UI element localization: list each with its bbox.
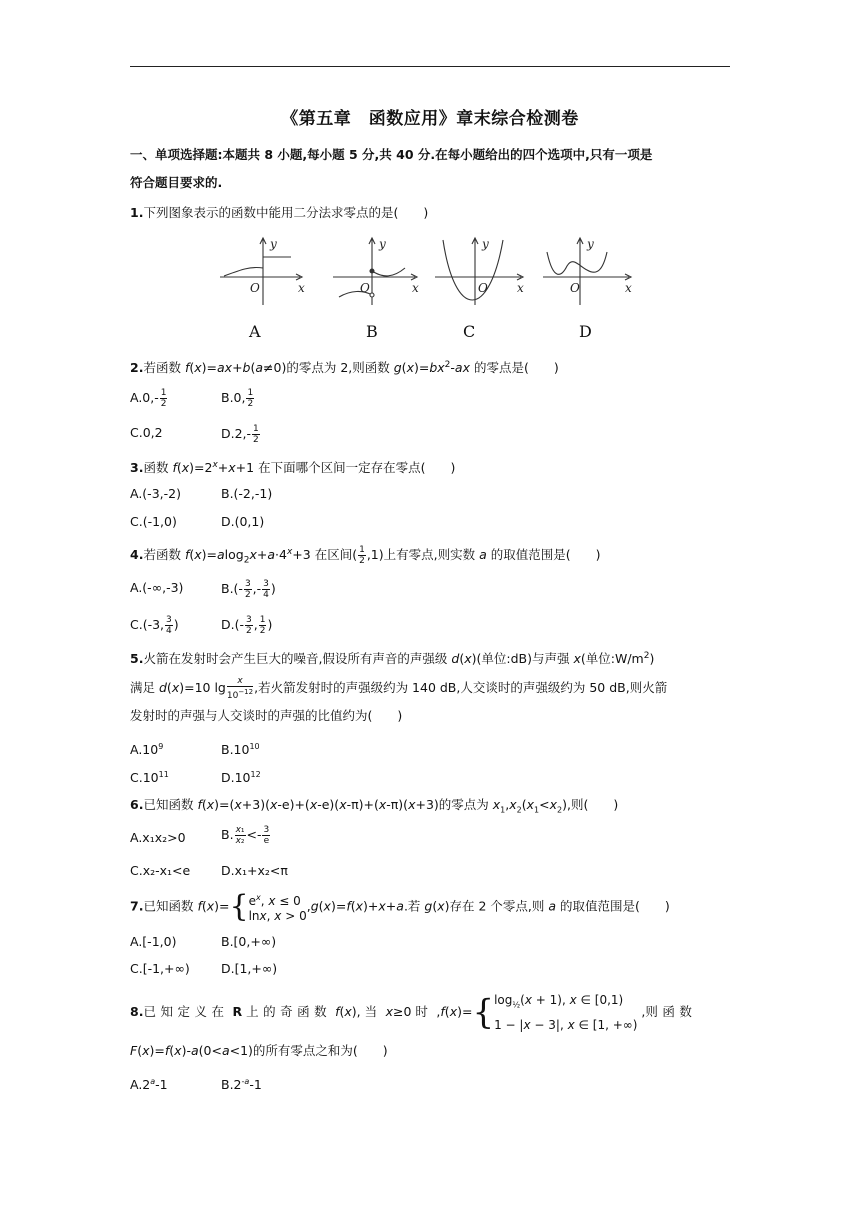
question-8: 8.已知定义在 R 上的奇函数 f(x), 当 x≥0 时 ,f(x)={ $\log_{\frac{1}{2}}(x + 1)$, x ∈ [0,1) 1 − |x − 3|, x ∈ [1, +∞) ,则函数 xyxy=(130,992,697,1033)
q6-option-b: B. $\frac{\text{x₁}}{\text{x₂}}$ <- $\frac{3}{e}$ xyxy=(221,825,270,846)
q6-option-d: D.x₁+x₂<π xyxy=(221,863,288,878)
graph-a-x: x xyxy=(298,281,305,295)
q2-option-a: A.0,- $\frac{1}{2}$ xyxy=(130,388,167,409)
graph-c-x: x xyxy=(517,281,524,295)
graph-b-o: O xyxy=(360,281,370,295)
section-heading: 一、单项选择题:本题共 8 小题,每小题 5 分,共 40 分.在每小题给出的四个选项中,只有一项是 xyxy=(130,147,653,162)
graph-d-o: O xyxy=(570,281,580,295)
question-1-text: 下列图象表示的函数中能用二分法求零点的是( ) xyxy=(143,205,429,220)
graph-a xyxy=(220,238,302,305)
question-number: 8. xyxy=(130,1004,144,1020)
question-number: 1. xyxy=(130,205,144,220)
q7-option-b: B.[0,+∞) xyxy=(221,934,277,949)
graph-label-a: A xyxy=(249,322,261,341)
q5-option-b: $B.10^{10}$ xyxy=(221,742,260,758)
question-number: 4. xyxy=(130,547,144,563)
question-7: 7.已知函数 f(x)={ $e^x$, x ≤ 0 lnx, x > 0 ,g(x)=f(x)+x+a.若 g(x)存在 2 个零点,则 a 的取值范围是( ) xyxy=(130,889,670,924)
question-3: 3.函数 $f(x)=2^x+x+1$ 在下面哪个区间一定存在零点( ) xyxy=(130,460,456,476)
q2-option-d: D.2,- $\frac{1}{2}$ xyxy=(221,424,259,445)
question-number: 2. xyxy=(130,360,144,376)
question-2: 2.若函数 f(x)=ax+b(a≠0)的零点为 2,则函数 $g(x)=bx^2-ax$ 的零点是( ) xyxy=(130,360,559,376)
q6-option-a: A.x₁x₂>0 xyxy=(130,830,186,845)
q5-option-d: $D.10^{12}$ xyxy=(221,770,261,786)
q4-option-a: A.(-∞,-3) xyxy=(130,580,184,595)
q2-option-b: B.0, $\frac{1}{2}$ xyxy=(221,388,254,409)
question-5: 5.火箭在发射时会产生巨大的噪音,假设所有声音的声强级 d(x)(单位:dB)与声强 x(单位$:W/m^2$) xyxy=(130,651,655,667)
q2-option-c: C.0,2 xyxy=(130,425,163,440)
graph-label-d: D xyxy=(579,322,592,341)
graph-a-o: O xyxy=(250,281,260,295)
question-5-line3: 发射时的声强与人交谈时的声强的比值约为( ) xyxy=(130,708,403,723)
q1-graphs xyxy=(220,230,640,350)
graph-b xyxy=(333,238,417,305)
q7-option-a: A.[-1,0) xyxy=(130,934,177,949)
question-number: 6. xyxy=(130,797,144,812)
q8-option-a: A.2$^a$-1 xyxy=(130,1077,168,1093)
q3-option-a: A.(-3,-2) xyxy=(130,486,181,501)
graph-d-x: x xyxy=(625,281,632,295)
q7-option-c: C.[-1,+∞) xyxy=(130,961,190,976)
q4-option-b: B.(- $\frac{3}{2}$ ,- $\frac{3}{4}$ ) xyxy=(221,579,276,600)
graph-label-c: C xyxy=(463,322,476,341)
q3-option-b: B.(-2,-1) xyxy=(221,486,273,501)
q8-option-b: $B.2^{-a}-1$ xyxy=(221,1077,262,1093)
graph-label-b: B xyxy=(366,322,378,341)
graph-b-x: x xyxy=(412,281,419,295)
graph-c-o: O xyxy=(478,281,488,295)
q5-option-a: $A.10^9$ xyxy=(130,742,164,758)
question-6: 6.已知函数 f(x)=(x+3)(x-e)+(x-e)(x-π)+(x-π)(x+3)的零点为 $x_1,x_2(x_1<x_2)$,则( ) xyxy=(130,797,619,815)
q5-option-c: $C.10^{11}$ xyxy=(130,770,169,786)
q3-option-d: D.(0,1) xyxy=(221,514,265,529)
q7-option-d: D.[1,+∞) xyxy=(221,961,278,976)
q3-option-c: C.(-1,0) xyxy=(130,514,177,529)
graph-b-y: y xyxy=(379,237,386,251)
top-rule xyxy=(130,66,730,67)
question-1 xyxy=(130,204,730,222)
question-number: 7. xyxy=(130,898,144,914)
question-5-line2: 满足 d(x)=10 lg $\frac{x}{10^{-12}}$ ,若火箭发射时的声强级约为 140 dB,人交谈时的声强级约为 50 dB,则火箭 xyxy=(130,676,668,701)
graph-a-y: y xyxy=(270,237,277,251)
section-heading-cont: 符合题目要求的. xyxy=(130,175,223,190)
question-number: 3. xyxy=(130,460,144,476)
question-number: 5. xyxy=(130,651,144,667)
q6-option-c: C.x₂-x₁<e xyxy=(130,863,191,878)
q4-option-d: D.(- $\frac{3}{2}$ , $\frac{1}{2}$ ) xyxy=(221,615,273,636)
q4-option-c: C.(-3, $\frac{3}{4}$ ) xyxy=(130,615,179,636)
page-title: 《第五章 函数应用》章末综合检测卷 xyxy=(281,109,579,129)
graph-d-y: y xyxy=(587,237,594,251)
question-8-line2: F(x)=f(x)-a(0<a<1)的所有零点之和为( ) xyxy=(130,1043,388,1058)
graph-c-y: y xyxy=(482,237,489,251)
question-4: 4.若函数 $f(x)=alog_2x+a\cdot 4^x+3$ 在区间( $\frac{1}{2}$ ,1)上有零点,则实数 a 的取值范围是( ) xyxy=(130,545,601,567)
